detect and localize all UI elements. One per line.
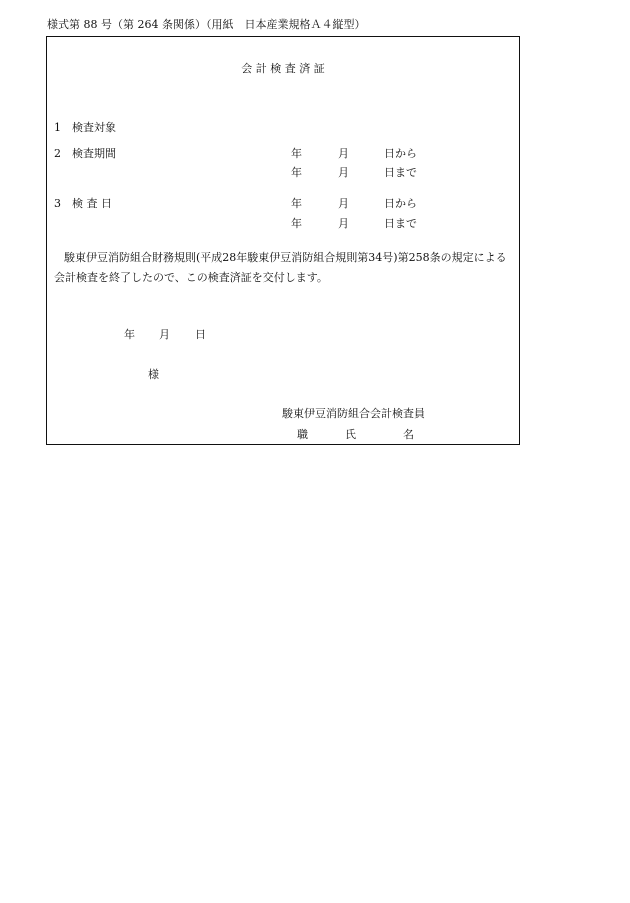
inspection-to-day: 日まで bbox=[384, 217, 417, 230]
issue-date-day: 日 bbox=[195, 328, 206, 341]
item-number: 2 bbox=[54, 147, 61, 160]
inspection-to-year: 年 bbox=[291, 217, 302, 230]
issuer-family-name-label: 氏 bbox=[345, 428, 356, 441]
item-label-inspection-period: 検査期間 bbox=[72, 147, 116, 160]
certificate-title: 会 計 検 査 済 証 bbox=[241, 62, 325, 75]
inspection-from-year: 年 bbox=[291, 197, 302, 210]
period-from-month: 月 bbox=[338, 147, 349, 160]
issue-date-year: 年 bbox=[124, 328, 135, 341]
item-label-inspection-date: 検 査 日 bbox=[72, 197, 112, 210]
inspection-from-month: 月 bbox=[338, 197, 349, 210]
inspection-from-day: 日から bbox=[384, 197, 417, 210]
period-to-year: 年 bbox=[291, 166, 302, 179]
period-to-month: 月 bbox=[338, 166, 349, 179]
inspection-to-month: 月 bbox=[338, 217, 349, 230]
item-number: 3 bbox=[54, 197, 61, 210]
item-label-inspection-target: 検査対象 bbox=[72, 121, 116, 134]
issuer-organization: 駿東伊豆消防組合会計検査員 bbox=[282, 407, 425, 420]
period-from-year: 年 bbox=[291, 147, 302, 160]
recipient-honorific: 様 bbox=[148, 368, 159, 381]
period-from-day: 日から bbox=[384, 147, 417, 160]
issue-date-month: 月 bbox=[159, 328, 170, 341]
period-to-day: 日まで bbox=[384, 166, 417, 179]
issuer-position-label: 職 bbox=[297, 428, 308, 441]
issuer-given-name-label: 名 bbox=[403, 428, 414, 441]
certificate-body-text: 駿東伊豆消防組合財務規則(平成28年駿東伊豆消防組合規則第34号)第258条の規定による会計検査を終了したので、この検査済証を交付します。 bbox=[54, 251, 507, 284]
form-number-label: 様式第 88 号（第 264 条関係）（用紙 日本産業規格Ａ４縦型） bbox=[47, 18, 366, 31]
certificate-frame bbox=[46, 36, 520, 445]
item-number: 1 bbox=[54, 121, 61, 134]
